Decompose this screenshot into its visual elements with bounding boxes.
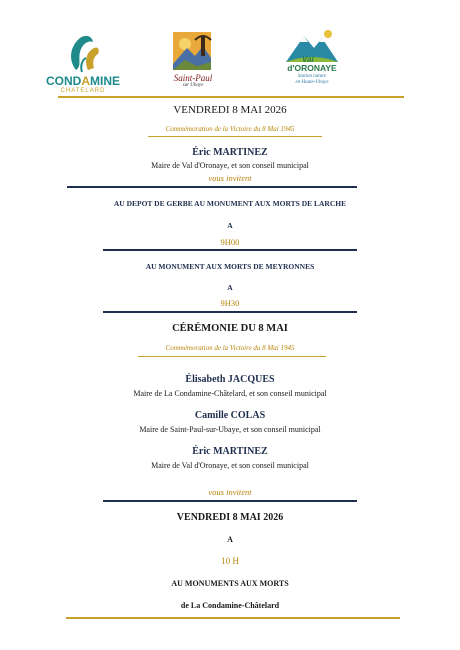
ceremony-commemoration-underline <box>138 356 326 357</box>
mayor-1-role: Maire de La Condamine-Châtelard, et son conseil municipal <box>133 389 327 398</box>
divider-3 <box>103 311 357 313</box>
invite1-role: Maire de Val d'Oronaye, et son conseil municipal <box>151 161 309 170</box>
event1-time: 9H00 <box>220 237 240 247</box>
logo-condamine-name-a: COND <box>45 74 82 88</box>
event1-at: A <box>227 221 233 230</box>
logo-val-name: d'ORONAYE <box>287 63 337 73</box>
ceremony-title: CÉRÉMONIE DU 8 MAI <box>172 323 288 334</box>
final-date: VENDREDI 8 MAI 2026 <box>176 512 284 523</box>
final-place1: AU MONUMENTS AUX MORTS <box>171 579 289 588</box>
divider-1 <box>67 186 357 188</box>
event1-title: AU DEPOT DE GERBE AU MONUMENT AUX MORTS DE LARCHE <box>113 199 347 208</box>
header-commemoration: Commémoration de la Victoire du 8 Mai 1945 <box>165 125 295 133</box>
mayor-3-name: Éric MARTINEZ <box>192 446 268 457</box>
logo-condamine <box>38 30 128 94</box>
header-date: VENDREDI 8 MAI 2026 <box>173 104 287 116</box>
final-at: A <box>227 535 233 544</box>
mayor-1-name: Élisabeth JACQUES <box>185 374 275 385</box>
commemoration-underline <box>148 136 322 137</box>
footer-divider <box>66 617 400 619</box>
header-divider <box>58 96 404 98</box>
logo-val-sub1: Station nature <box>297 74 327 79</box>
logo-val-top: Val <box>302 55 314 64</box>
logo-saint-paul-name: Saint-Paul <box>173 73 213 83</box>
event2-title: AU MONUMENT AUX MORTS DE MEYRONNES <box>145 262 315 271</box>
logo-saint-paul <box>165 30 221 92</box>
invite2-invite: vous invitent <box>208 487 252 497</box>
logo-condamine-sub: CHATELARD <box>60 88 106 94</box>
logo-val-sub2: en Haute-Ubaye <box>295 80 329 85</box>
divider-2 <box>103 249 357 251</box>
logo-condamine-name-b: MINE <box>90 74 120 88</box>
mayor-3-role: Maire de Val d'Oronaye, et son conseil municipal <box>151 461 309 470</box>
event2-at: A <box>227 283 233 292</box>
logo-val-oronaye <box>282 28 342 94</box>
final-place2: de La Condamine-Châtelard <box>180 601 280 610</box>
mayor-2-name: Camille COLAS <box>194 410 266 421</box>
logo-condamine-a-glyph: A <box>81 74 90 88</box>
condamine-emblem-icon <box>38 30 128 74</box>
ceremony-commemoration: Commémoration de la Victoire du 8 Mai 1945 <box>165 344 295 352</box>
invite1-name: Éric MARTINEZ <box>192 147 268 158</box>
saint-paul-landscape-icon <box>165 30 221 74</box>
event2-time: 9H30 <box>220 298 240 308</box>
invite1-invite: vous invitent <box>208 173 252 183</box>
final-time: 10 H <box>221 556 239 566</box>
divider-4 <box>103 500 357 502</box>
mayor-2-role: Maire de Saint-Paul-sur-Ubaye, et son conseil municipal <box>139 425 321 434</box>
logo-saint-paul-sub: sur Ubaye <box>182 83 204 88</box>
